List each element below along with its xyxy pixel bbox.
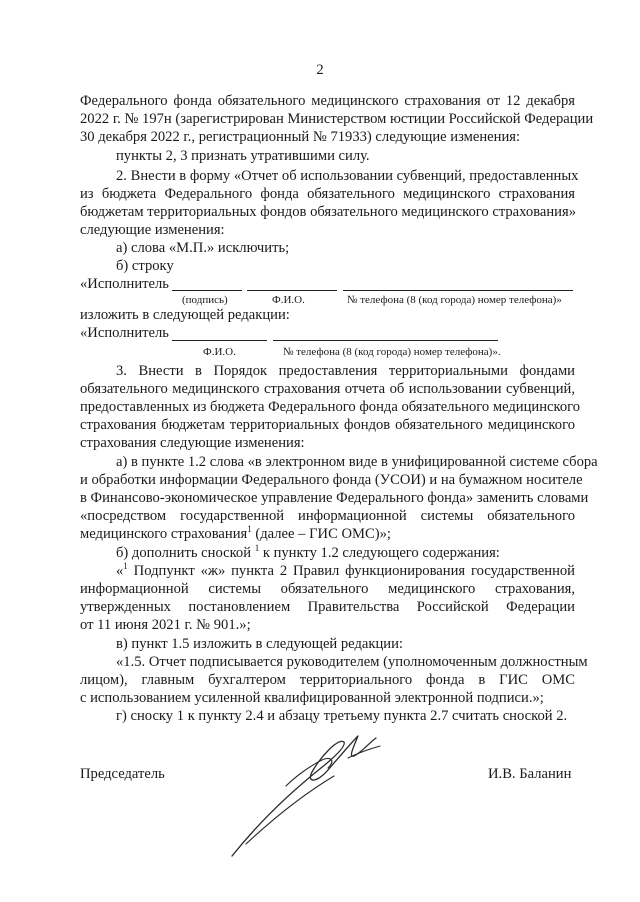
text-line: в Финансово-экономическое управление Федерального фонда» заменить словами [80,490,589,506]
text-line: в) пункт 1.5 изложить в следующей редакции: [116,636,403,652]
text-line: информационной системы обязательного медицинского страхования, [80,581,575,597]
text-line: а) в пункте 1.2 слова «в электронном виде в унифицированной системе сбора [116,454,598,470]
text-line: пункты 2, 3 признать утратившими силу. [116,148,370,164]
text-line: из бюджета Федерального фонда обязательного медицинского страхования [80,186,575,202]
signer-name: И.В. Баланин [488,766,572,782]
text-line: бюджетам территориальных фондов обязательного медицинского страхования» [80,204,577,220]
fio-blank [172,340,267,341]
text-line: б) строку [116,258,174,274]
fio-blank [247,290,337,291]
text-line: 2022 г. № 197н (зарегистрирован Министерством юстиции Российской Федерации [80,111,594,127]
text-line: следующие изменения: [80,222,225,238]
signature-caption: (подпись) [182,294,228,306]
footnote-marker: 1 [254,543,260,554]
text-line: с использованием усиленной квалифицированной электронной подписи.»; [80,690,544,706]
text-line: страхования бюджетам территориальных фондов обязательного медицинского [80,417,575,433]
text-line: изложить в следующей редакции: [80,307,290,323]
text-fragment: медицинского страхования [80,526,248,542]
text-line: предоставленных из бюджета Федерального фонда обязательного медицинского [80,399,581,415]
text-line [116,563,575,580]
text-line: утвержденных постановлением Правительства Российской Федерации [80,599,575,615]
text-fragment: Подпункт «ж» пункта 2 Правил функционирования государственной [127,563,575,579]
phone-blank [273,340,498,341]
phone-caption: № телефона (8 (код города) номер телефона)» [347,294,562,306]
text-line: г) сноску 1 к пункту 2.4 и абзацу третьему пункта 2.7 считать сноской 2. [116,708,568,724]
text-fragment: к пункту 1.2 следующего содержания: [259,545,500,561]
text-line: а) слова «М.П.» исключить; [116,240,290,256]
text-line: Федерального фонда обязательного медицинского страхования от 12 декабря [80,93,575,109]
text-line: страхования следующие изменения: [80,435,305,451]
text-fragment: (далее – ГИС ОМС)»; [251,526,391,542]
fio-caption: Ф.И.О. [272,294,305,306]
text-line: 3. Внести в Порядок предоставления территориальными фондами [116,363,575,379]
text-line [80,526,391,543]
text-line: от 11 июня 2021 г. № 901.»; [80,617,251,633]
text-line: и обработки информации Федерального фонда (УСОИ) и на бумажном носителе [80,472,583,488]
phone-blank [343,290,573,291]
footnote-marker: 1 [247,524,252,535]
text-line: 30 декабря 2022 г., регистрационный № 71933) следующие изменения: [80,129,521,145]
fio-caption: Ф.И.О. [203,346,236,358]
text-line: 2. Внести в форму «Отчет об использовании субвенций, предоставленных [116,168,579,184]
signature-blank [172,290,242,291]
text-fragment: б) дополнить сноской [116,545,255,561]
executor-label: «Исполнитель [80,276,169,292]
text-line: лицом), главным бухгалтером территориального фонда в ГИС ОМС [80,672,575,688]
text-fragment: « [116,563,124,579]
signer-title: Председатель [80,766,165,782]
text-line: «посредством государственной информационной системы обязательного [80,508,575,524]
footnote-marker: 1 [123,561,128,572]
text-line: «1.5. Отчет подписывается руководителем (уполномоченным должностным [116,654,588,670]
text-line: обязательного медицинского страхования отчета об использовании субвенций, [80,381,575,397]
phone-caption: № телефона (8 (код города) номер телефона)». [283,346,501,358]
page-number: 2 [316,62,324,78]
executor-label: «Исполнитель [80,325,169,341]
handwritten-signature [226,716,396,866]
text-line [116,545,500,562]
